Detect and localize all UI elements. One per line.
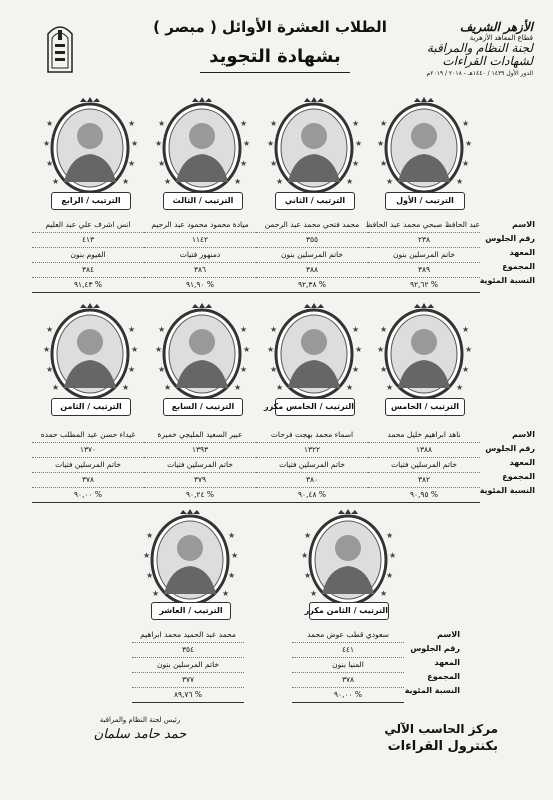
student-total: ٣٨٠ (256, 473, 368, 488)
student-total: ٣٨٤ (32, 263, 144, 278)
org-header (418, 20, 533, 77)
signer-signature: حمد حامد سلمان (93, 727, 187, 742)
issuer-line-1: مركز الحاسب الآلي (384, 722, 498, 736)
student-percent: % ٩١,٩٠ (144, 278, 256, 293)
student-institute: خاتم المرسلين فتيات (256, 458, 368, 473)
student-percent: % ٩٠,٠٠ (32, 488, 144, 503)
student-total: ٣٧٨ (292, 673, 404, 688)
student-name: عبد الحافظ صبحي محمد عبد الحافظ (368, 218, 480, 233)
student-total: ٣٨٩ (368, 263, 480, 278)
issuer-block (368, 722, 498, 754)
rank-plaque-4: الترتيب / الرابع (51, 192, 131, 210)
row-labels-2 (475, 428, 535, 498)
student-seat: ٣٥٥ (256, 233, 368, 248)
signature-block (60, 716, 220, 742)
label-total: المجموع (502, 262, 535, 271)
student-percent: % ٩١,٤٣ (32, 278, 144, 293)
row-labels-3 (400, 628, 460, 698)
student-institute: دمنهور فتيات (144, 248, 256, 263)
student-percent: % ٩٢,٣٨ (256, 278, 368, 293)
label-percent: النسبة المئوية (404, 686, 460, 695)
org-line-3: لجنة النظام والمراقبة (426, 41, 533, 55)
student-info-8 (32, 428, 144, 503)
student-institute: الفيوم بنون (32, 248, 144, 263)
label-seat: رقم الجلوس (485, 234, 535, 243)
label-percent: النسبة المئوية (479, 486, 535, 495)
azhar-emblem (45, 22, 75, 74)
student-info-10 (132, 628, 244, 703)
student-seat: ١٣٨٨ (368, 443, 480, 458)
student-info-9 (292, 628, 404, 703)
student-total: ٣٨٨ (256, 263, 368, 278)
label-seat: رقم الجلوس (410, 644, 460, 653)
student-name: اسماء محمد بهجت فرحات (256, 428, 368, 443)
label-total: المجموع (502, 472, 535, 481)
student-name: غيداء حسن عبد المطلب حمده (32, 428, 144, 443)
student-info-7 (144, 428, 256, 503)
label-name: الاسم (512, 220, 535, 229)
student-percent: % ٩٠,٠٠ (292, 688, 404, 703)
student-total: ٣٧٩ (144, 473, 256, 488)
student-name: ناهد ابراهيم خليل محمد (368, 428, 480, 443)
label-institute: المعهد (509, 458, 535, 467)
student-info-4 (32, 218, 144, 293)
student-institute: المنيا بنون (292, 658, 404, 673)
student-institute: خاتم المرسلين بنون (368, 248, 480, 263)
rank-plaque-1: الترتيب / الأول (385, 192, 465, 210)
student-name: محمد فتحي محمد عبد الرحمن (256, 218, 368, 233)
rank-plaque-3: الترتيب / الثالث (163, 192, 243, 210)
student-info-2 (256, 218, 368, 293)
student-seat: ١٣٢٢ (256, 443, 368, 458)
student-total: ٣٧٧ (132, 673, 244, 688)
student-percent: % ٩٠,٢٤ (144, 488, 256, 503)
student-institute: خاتم المرسلين فتيات (368, 458, 480, 473)
student-total: ٣٨٢ (368, 473, 480, 488)
org-line-2: قطاع المعاهد الأزهرية (469, 34, 533, 42)
rank-plaque-2: الترتيب / الثاني (275, 192, 355, 210)
student-name: انس اشرف علي عبد العليم (32, 218, 144, 233)
signer-title: رئيس لجنة النظام والمراقبة (99, 716, 181, 724)
student-percent: % ٨٩,٧٦ (132, 688, 244, 703)
student-name: سعودي قطب عوض محمد (292, 628, 404, 643)
title-underline (200, 72, 350, 73)
student-name: عبير السعيد المليجي خميرة (144, 428, 256, 443)
org-line-1: الأزهر الشريف (459, 20, 533, 34)
label-name: الاسم (437, 630, 460, 639)
page-subtitle: بشهادة التجويد (209, 46, 341, 67)
row-labels-1 (475, 218, 535, 288)
student-seat: ٤١٣ (32, 233, 144, 248)
rank-plaque-6: الترتيب / الخامس مكرر (275, 398, 355, 416)
student-total: ٣٨٦ (144, 263, 256, 278)
rank-plaque-10: الترتيب / العاشر (151, 602, 231, 620)
student-name: محمد عبد الحميد محمد ابراهيم (132, 628, 244, 643)
rank-plaque-7: الترتيب / السابع (163, 398, 243, 416)
issuer-line-2: بكنترول القراءات (387, 739, 498, 754)
label-institute: المعهد (509, 248, 535, 257)
student-seat: ٢٣٨ (368, 233, 480, 248)
org-line-4: لشهادات القراءات (442, 54, 533, 68)
student-institute: خاتم المرسلين فتيات (32, 458, 144, 473)
rank-plaque-5: الترتيب / الخامس (385, 398, 465, 416)
student-info-6 (256, 428, 368, 503)
student-seat: ٣٥٤ (132, 643, 244, 658)
student-institute: خاتم المرسلين بنون (256, 248, 368, 263)
page-title: الطلاب العشرة الأوائل ( مبصر ) (153, 18, 387, 36)
rank-plaque-9: الترتيب / الثامن مكرر (309, 602, 389, 620)
student-seat: ٤٤١ (292, 643, 404, 658)
label-total: المجموع (427, 672, 460, 681)
student-percent: % ٩٠,٩٥ (368, 488, 480, 503)
label-institute: المعهد (434, 658, 460, 667)
student-seat: ١٣٩٣ (144, 443, 256, 458)
student-percent: % ٩٠,٤٨ (256, 488, 368, 503)
student-name: ميادة محمود محمود عبد الرحيم (144, 218, 256, 233)
session-label: الدور الأول ١٤٣٩ / ١٤٤٠هـ - ٢٠١٨ / ٢٠١٩م (426, 70, 533, 77)
student-info-1 (365, 218, 480, 293)
student-institute: خاتم المرسلين بنون (132, 658, 244, 673)
student-seat: ١١٤٢ (144, 233, 256, 248)
student-percent: % ٩٢,٦٢ (368, 278, 480, 293)
student-institute: خاتم المرسلين فتيات (144, 458, 256, 473)
rank-plaque-8: الترتيب / الثامن (51, 398, 131, 416)
student-seat: ١٣٧٠ (32, 443, 144, 458)
label-name: الاسم (512, 430, 535, 439)
student-info-5 (368, 428, 480, 503)
student-info-3 (144, 218, 256, 293)
label-percent: النسبة المئوية (479, 276, 535, 285)
student-total: ٣٧٨ (32, 473, 144, 488)
label-seat: رقم الجلوس (485, 444, 535, 453)
